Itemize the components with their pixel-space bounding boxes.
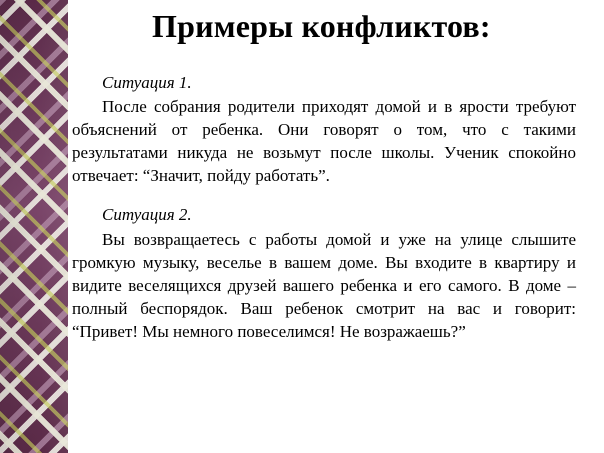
situation-2-text: Вы возвращаетесь с работы домой и уже на улице слышите громкую музыку, веселье в вашем доме. Вы входите в квартиру и видите веселящихся друзей вашего ребенка и его самого. В доме – полный беспорядок. Ваш ребенок смотрит на вас и говорит: “Привет! Мы немного повеселимся! Не возражаешь?” <box>72 230 576 341</box>
slide-title: Примеры конфликтов: <box>152 8 491 44</box>
situation-1-heading: Ситуация 1. <box>102 73 192 92</box>
plaid-decorative-strip <box>0 0 68 453</box>
situation-1-text: После собрания родители приходят домой и в ярости требуют объяснений от ребенка. Они говорят о том, что с такими результатами никуда не возьмут после школы. Ученик спокойно отвечает: “Значит, пойду работать”. <box>72 97 576 185</box>
situation-2-heading: Ситуация 2. <box>102 205 192 224</box>
slide-content <box>68 0 580 453</box>
